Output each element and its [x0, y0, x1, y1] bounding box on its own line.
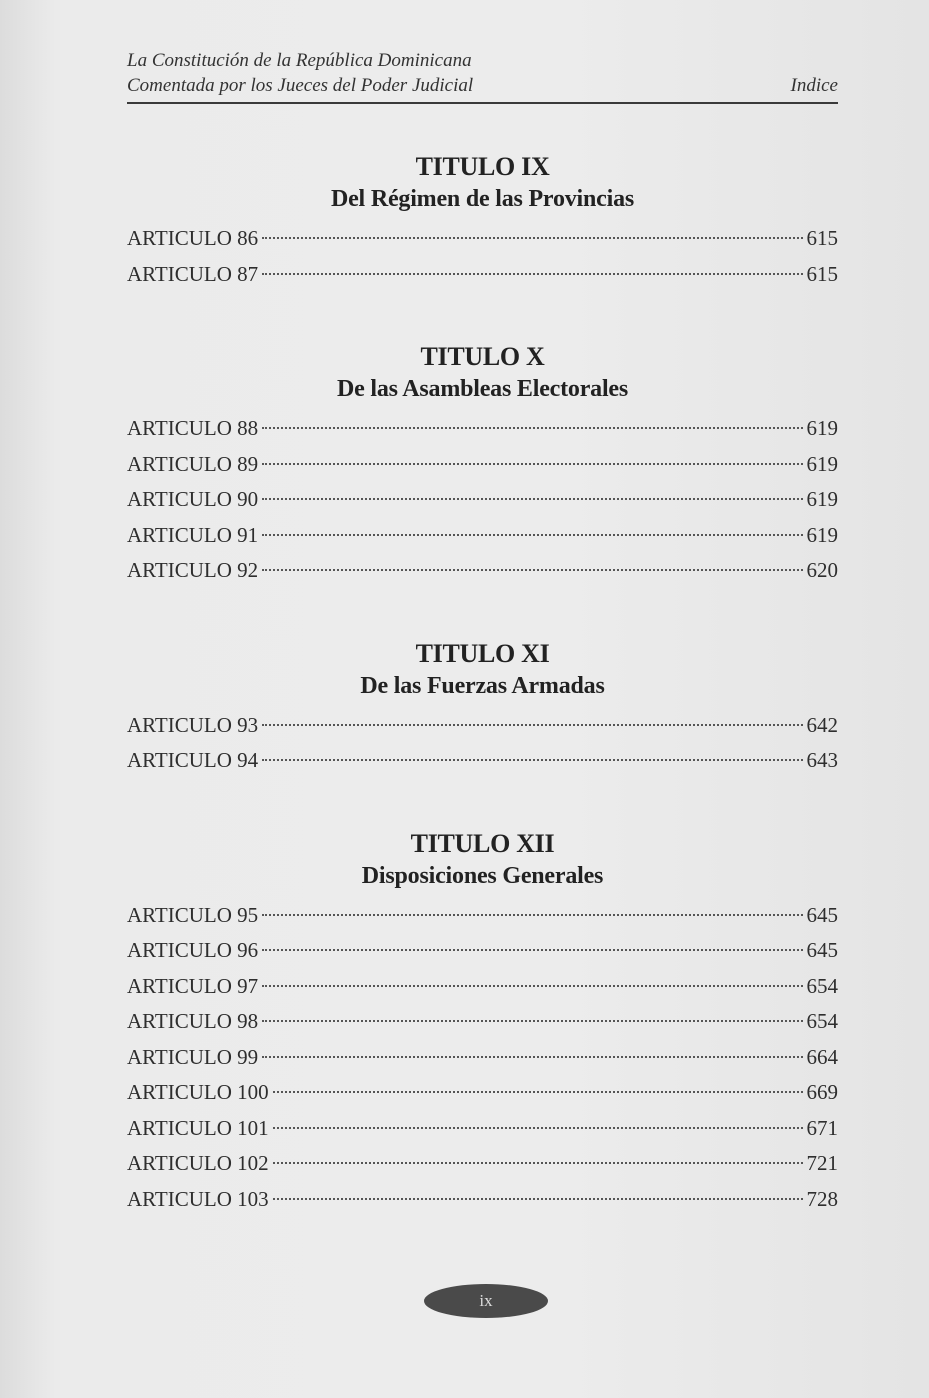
toc-entry[interactable] [127, 411, 838, 447]
section-subtitle: Del Régimen de las Provincias [330, 186, 635, 212]
entry-page: 645 [806, 902, 838, 927]
entry-page: 643 [806, 748, 838, 772]
section-subtitle: De las Fuerzas Armadas [360, 672, 605, 699]
entry-label: ARTICULO 98 [127, 1009, 259, 1033]
toc-section-titulo-xi [127, 637, 838, 779]
dot-leader [262, 1056, 802, 1058]
toc-entry[interactable] [127, 1040, 838, 1076]
entry-page: 620 [806, 558, 838, 582]
page-number-badge: ix [424, 1284, 548, 1318]
toc-entry[interactable] [127, 553, 838, 589]
dot-leader [273, 1198, 803, 1200]
dot-leader [273, 1091, 803, 1093]
book-title: La Constitución de la República Dominicana [127, 50, 472, 71]
entry-label: ARTICULO 103 [127, 1186, 269, 1211]
entry-page: 619 [806, 416, 838, 440]
dot-leader [262, 569, 802, 571]
entry-page: 669 [806, 1080, 838, 1104]
dot-leader [262, 914, 802, 916]
toc-entry[interactable] [127, 221, 838, 257]
entry-label: ARTICULO 93 [127, 712, 259, 737]
entry-label: ARTICULO 91 [127, 522, 259, 547]
entry-page: 619 [806, 522, 838, 547]
entry-label: ARTICULO 94 [127, 748, 259, 772]
dot-leader [262, 1020, 802, 1022]
toc-entry[interactable] [127, 482, 838, 518]
dot-leader [262, 534, 802, 536]
entry-page: 721 [806, 1151, 838, 1175]
section-title: TITULO IX [415, 152, 550, 181]
dot-leader [262, 463, 802, 465]
entry-label: ARTICULO 97 [127, 973, 259, 998]
entry-label: ARTICULO 88 [127, 416, 259, 440]
toc-entry[interactable] [127, 1146, 838, 1182]
entry-label: ARTICULO 95 [127, 902, 259, 927]
dot-leader [262, 724, 802, 726]
toc-section-titulo-x [127, 340, 838, 589]
entry-label: ARTICULO 100 [127, 1080, 269, 1104]
toc-entry[interactable] [127, 1111, 838, 1147]
toc-entry[interactable] [127, 447, 838, 483]
toc-entry[interactable] [127, 1004, 838, 1040]
entry-page: 615 [806, 261, 838, 286]
entry-page: 671 [806, 1115, 838, 1140]
entry-page: 642 [806, 712, 838, 737]
entry-label: ARTICULO 87 [127, 261, 259, 286]
toc-entry[interactable] [127, 257, 838, 293]
section-subtitle: Disposiciones Generales [361, 862, 604, 889]
entry-page: 654 [806, 1009, 838, 1033]
dot-leader [262, 985, 802, 987]
toc-entry[interactable] [127, 708, 838, 744]
dot-leader [273, 1127, 803, 1129]
book-subtitle: Comentada por los Jueces del Poder Judicial [127, 75, 474, 96]
toc-entry[interactable] [127, 518, 838, 554]
toc-section-titulo-xii [127, 827, 838, 1218]
entry-label: ARTICULO 92 [127, 558, 259, 582]
entry-page: 619 [806, 451, 838, 476]
entry-label: ARTICULO 99 [127, 1044, 259, 1069]
entry-page: 664 [806, 1044, 838, 1069]
toc-entry[interactable] [127, 898, 838, 934]
toc-entry[interactable] [127, 969, 838, 1005]
section-title: TITULO X [420, 342, 545, 371]
toc-entry[interactable] [127, 743, 838, 779]
entry-label: ARTICULO 101 [127, 1115, 269, 1140]
entry-label: ARTICULO 86 [127, 226, 259, 250]
section-title: TITULO XI [415, 638, 550, 668]
entry-page: 645 [806, 938, 838, 962]
entry-page: 619 [806, 487, 838, 511]
entry-label: ARTICULO 96 [127, 938, 259, 962]
toc-entry[interactable] [127, 1182, 838, 1218]
running-header [127, 50, 838, 104]
section-title: TITULO XII [410, 828, 555, 858]
table-of-contents [127, 150, 838, 1217]
dot-leader [262, 427, 802, 429]
section-label: Indice [790, 75, 838, 96]
section-subtitle: De las Asambleas Electorales [336, 376, 629, 402]
toc-section-titulo-ix [127, 150, 838, 292]
dot-leader [262, 949, 802, 951]
dot-leader [262, 273, 802, 275]
dot-leader [262, 498, 802, 500]
dot-leader [262, 237, 802, 239]
entry-page: 615 [806, 226, 838, 250]
entry-page: 728 [806, 1186, 838, 1211]
dot-leader [273, 1162, 803, 1164]
dot-leader [262, 759, 802, 761]
entry-page: 654 [806, 973, 838, 998]
entry-label: ARTICULO 90 [127, 487, 259, 511]
entry-label: ARTICULO 89 [127, 451, 259, 476]
toc-entry[interactable] [127, 933, 838, 969]
entry-label: ARTICULO 102 [127, 1151, 269, 1175]
toc-entry[interactable] [127, 1075, 838, 1111]
